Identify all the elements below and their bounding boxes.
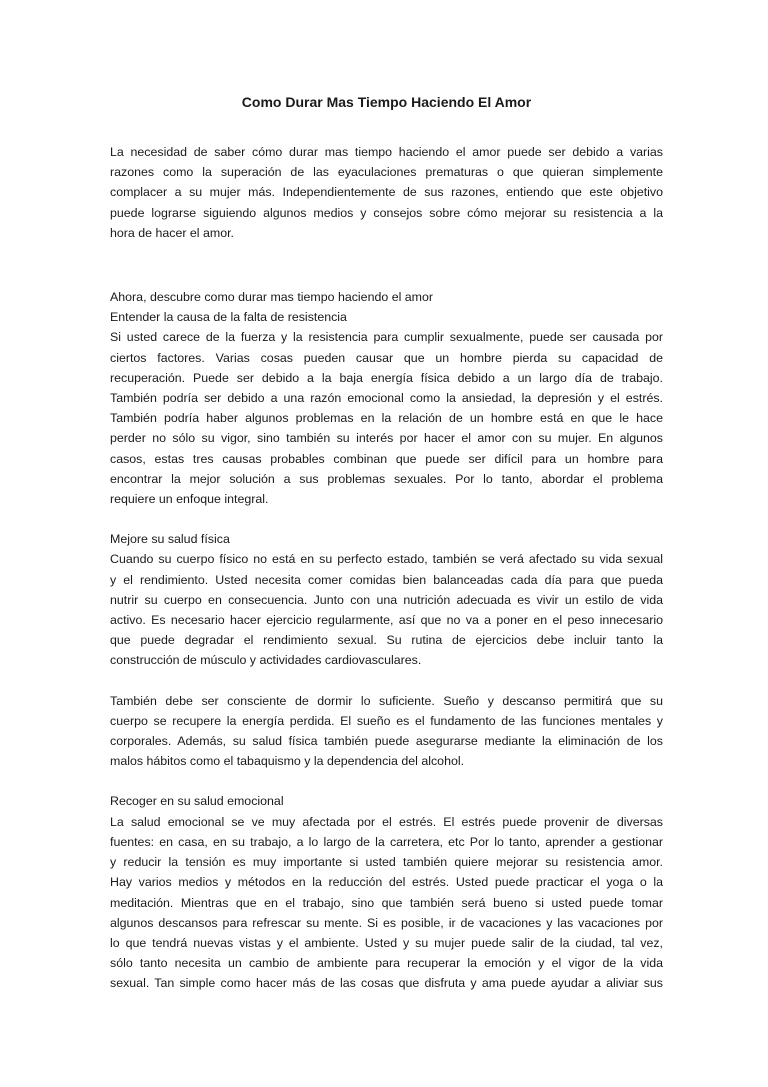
paragraph-line: ciertos factores. Varias cosas pueden causar que un hombre pierda su capacidad de [110, 350, 663, 365]
spacer [110, 771, 663, 791]
paragraph-line: activo. Es necesario hacer ejercicio regularmente, así que no va a poner en el peso innecesario [110, 613, 663, 628]
paragraph-line: que puede degradar el rendimiento sexual. Su rutina de ejercicios debe incluir tanto la [110, 633, 663, 648]
heading-fisica: Mejore su salud física [110, 532, 230, 547]
paragraph-line: algunos descansos para refrescar su mente. Si es posible, ir de vacaciones y las vacaciones por [110, 915, 663, 930]
paragraph-line: corporales. Además, su salud física también puede asegurarse mediante la eliminación de los [110, 734, 663, 749]
paragraph-line: casos, estas tres causas probables combinan que puede ser difícil para un hombre para [110, 451, 663, 466]
paragraph-line: razones como la superación de las eyaculaciones prematuras o que quieran simplemente [110, 165, 663, 180]
paragraph-line: encontrar la mejor solución a sus problemas sexuales. Por lo tanto, abordar el problema [110, 471, 663, 486]
section-emocional [110, 791, 663, 993]
paragraph-line: sexual. Tan simple como hacer más de las cosas que disfruta y ama puede ayudar a aliviar sus [110, 976, 663, 991]
paragraph-line: malos hábitos como el tabaquismo y la dependencia del alcohol. [110, 754, 465, 769]
paragraph-line: Cuando su cuerpo físico no está en su perfecto estado, también se verá afectado su vida sexual [110, 552, 663, 567]
paragraph-line: sólo tanto necesita un cambio de ambiente para recuperar la emoción y el vigor de la vida [110, 956, 663, 971]
paragraph-line: y el rendimiento. Usted necesita comer comidas bien balanceadas cada día para que pueda [110, 572, 663, 587]
heading-causa: Entender la causa de la falta de resistencia [110, 310, 347, 325]
spacer [110, 671, 663, 691]
paragraph-line: construcción de músculo y actividades cardiovasculares. [110, 653, 422, 668]
paragraph-line: Hay varios medios y métodos en la reducción del estrés. Usted puede practicar el yoga o la [110, 875, 663, 890]
paragraph-line: hora de hacer el amor. [110, 225, 234, 240]
paragraph-line: También podría ser debido a una razón emocional como la ansiedad, la depresión y el estrés. [110, 391, 663, 406]
paragraph-line: fuentes: en casa, en su trabajo, a lo largo de la carretera, etc Por lo tanto, aprender a gestionar [110, 834, 663, 849]
spacer [110, 267, 663, 287]
paragraph-line: cuerpo se recupere la energía perdida. El sueño es el fundamento de las funciones mentales y [110, 713, 663, 728]
paragraph-line: La necesidad de saber cómo durar mas tiempo haciendo el amor puede ser debido a varias [110, 145, 663, 159]
paragraph-line: nutrir su cuerpo en consecuencia. Junto con una nutrición adecuada es vivir un estilo de vida [110, 592, 663, 607]
paragraph-line: complacer a su mujer más. Independientemente de sus razones, entiendo que este objetivo [110, 185, 663, 200]
paragraph-line: puede lograrse siguiendo algunos medios y consejos sobre cómo mejorar su resistencia a la [110, 205, 663, 220]
section-causa [110, 287, 663, 509]
paragraph-line: También podría haber algunos problemas en la relación de un hombre está en que le hace [110, 411, 663, 426]
paragraph-line: recuperación. Puede ser debido a la baja energía física debido a un largo día de trabajo. [110, 370, 663, 385]
heading-ahora: Ahora, descubre como durar mas tiempo haciendo el amor [110, 290, 434, 305]
paragraph-line: requiere un enfoque integral. [110, 492, 269, 507]
section-sueno [110, 691, 663, 772]
paragraph-line: perder no sólo su vigor, sino también su interés por hacer el amor con su mujer. En algunos [110, 431, 663, 446]
heading-emocional: Recoger en su salud emocional [110, 794, 284, 809]
spacer [110, 243, 663, 267]
paragraph-line: lo que tendrá nuevas vistas y el ambiente. Usted y su mujer puede salir de la ciudad, tal vez, [110, 935, 663, 950]
paragraph-line: meditación. Mientras que en el trabajo, sino que también será bueno si usted puede tomar [110, 895, 663, 910]
paragraph-intro [110, 142, 663, 243]
paragraph-line: y reducir la tensión es muy importante si usted también quiere mejorar su resistencia amor. [110, 855, 663, 870]
document-body [110, 92, 663, 994]
paragraph-line: También debe ser consciente de dormir lo suficiente. Sueño y descanso permitirá que su [110, 693, 663, 708]
section-fisica [110, 529, 663, 670]
paragraph-line: Si usted carece de la fuerza y la resistencia para cumplir sexualmente, puede ser causada por [110, 330, 663, 345]
paragraph-line: La salud emocional se ve muy afectada por el estrés. El estrés puede provenir de diversas [110, 814, 663, 829]
spacer [110, 509, 663, 529]
document-title: Como Durar Mas Tiempo Haciendo El Amor [241, 94, 532, 110]
